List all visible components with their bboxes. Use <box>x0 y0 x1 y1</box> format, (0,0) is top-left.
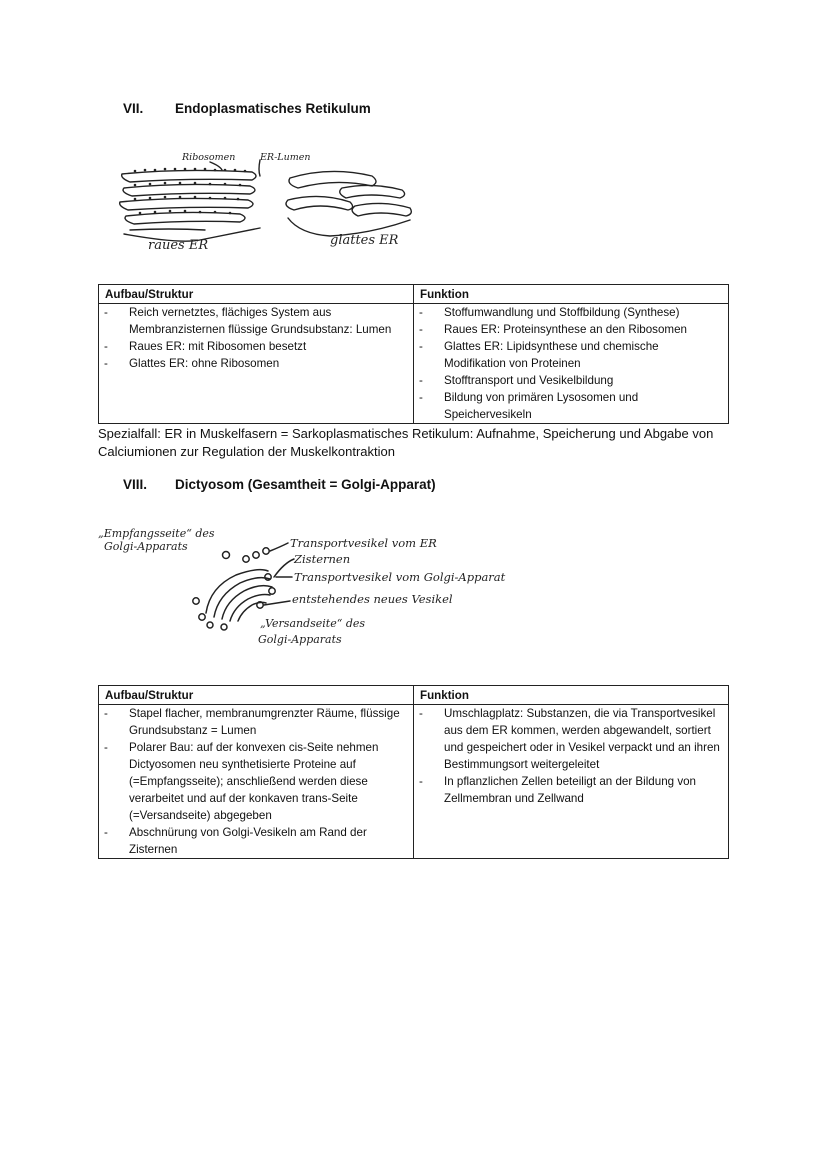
list-item: - Glattes ER: ohne Ribosomen <box>105 355 407 372</box>
er-table <box>98 284 729 424</box>
section-title: Endoplasmatisches Retikulum <box>175 101 371 116</box>
list-item: - Abschnürung von Golgi-Vesikeln am Rand der Zisternen <box>105 824 407 858</box>
special-case-note: Spezialfall: ER in Muskelfasern = Sarkoplasmatisches Retikulum: Aufnahme, Speicherung und Abgabe von Calciumionen zur Regulation der Muskelkontraktion <box>98 426 714 459</box>
label-transportvesikel-golgi: Transportvesikel vom Golgi-Apparat <box>294 570 506 584</box>
label-ribosomen: Ribosomen <box>182 152 236 163</box>
label-versandseite: „Versandseite“ des <box>260 617 366 630</box>
list-item: - Raues ER: Proteinsynthese an den Ribosomen <box>420 321 722 338</box>
label-zisternen: Zisternen <box>294 552 351 566</box>
list-item: - Stoffumwandlung und Stoffbildung (Synthese) <box>420 304 722 321</box>
list-item: - Glattes ER: Lipidsynthese und chemische Modifikation von Proteinen <box>420 338 722 372</box>
label-glattes-er: glattes ER <box>330 233 399 248</box>
list-item: - Bildung von primären Lysosomen und Speichervesikeln <box>420 389 722 423</box>
table-row <box>99 304 729 424</box>
label-er-lumen: ER-Lumen <box>260 152 311 163</box>
golgi-sketch <box>98 525 538 650</box>
list-item: - Raues ER: mit Ribosomen besetzt <box>105 338 407 355</box>
list-item: - Polarer Bau: auf der konvexen cis-Seite nehmen Dictyosomen neu synthetisierte Proteine auf (=Empfangsseite); anschließend werden diese verarbeitet und auf der konkaven trans-Seite (=Versandseite) abgegeben <box>105 739 407 824</box>
label-neues-vesikel: entstehendes neues Vesikel <box>292 592 453 606</box>
table-header-row <box>99 686 729 705</box>
er-sketch <box>110 148 430 258</box>
section-heading-golgi <box>123 477 436 492</box>
list-item: - In pflanzlichen Zellen beteiligt an der Bildung von Zellmembran und Zellwand <box>420 773 722 807</box>
label-raues-er: raues ER <box>148 238 209 253</box>
table-row <box>99 705 729 859</box>
structure-cell <box>99 705 414 859</box>
structure-cell <box>99 304 414 424</box>
function-cell <box>414 705 729 859</box>
label-empfangsseite: „Empfangsseite“ des <box>98 527 215 540</box>
table-header-row <box>99 285 729 304</box>
list-item: - Umschlagplatz: Substanzen, die via Transportvesikel aus dem ER kommen, werden abgewandelt, sortiert und gespeichert oder in Vesikel verpackt und an ihren Bestimmungsort weitergeleitet <box>420 705 722 773</box>
list-item: - Reich vernetztes, flächiges System aus Membranzisternen flüssige Grundsubstanz: Lumen <box>105 304 407 338</box>
section-heading-er <box>123 101 371 116</box>
header-function: Funktion <box>414 285 729 304</box>
label-transportvesikel-er: Transportvesikel vom ER <box>290 536 437 550</box>
function-cell <box>414 304 729 424</box>
header-structure: Aufbau/Struktur <box>99 686 414 705</box>
section-title: Dictyosom (Gesamtheit = Golgi-Apparat) <box>175 477 436 492</box>
section-number: VIII. <box>123 477 148 492</box>
golgi-table <box>98 685 729 859</box>
list-item: - Stapel flacher, membranumgrenzter Räume, flüssige Grundsubstanz = Lumen <box>105 705 407 739</box>
label-versand-golgi: Golgi-Apparats <box>258 633 342 646</box>
label-empfang-golgi: Golgi-Apparats <box>104 540 188 553</box>
header-function: Funktion <box>414 686 729 705</box>
section-number: VII. <box>123 101 144 116</box>
list-item: - Stofftransport und Vesikelbildung <box>420 372 722 389</box>
header-structure: Aufbau/Struktur <box>99 285 414 304</box>
